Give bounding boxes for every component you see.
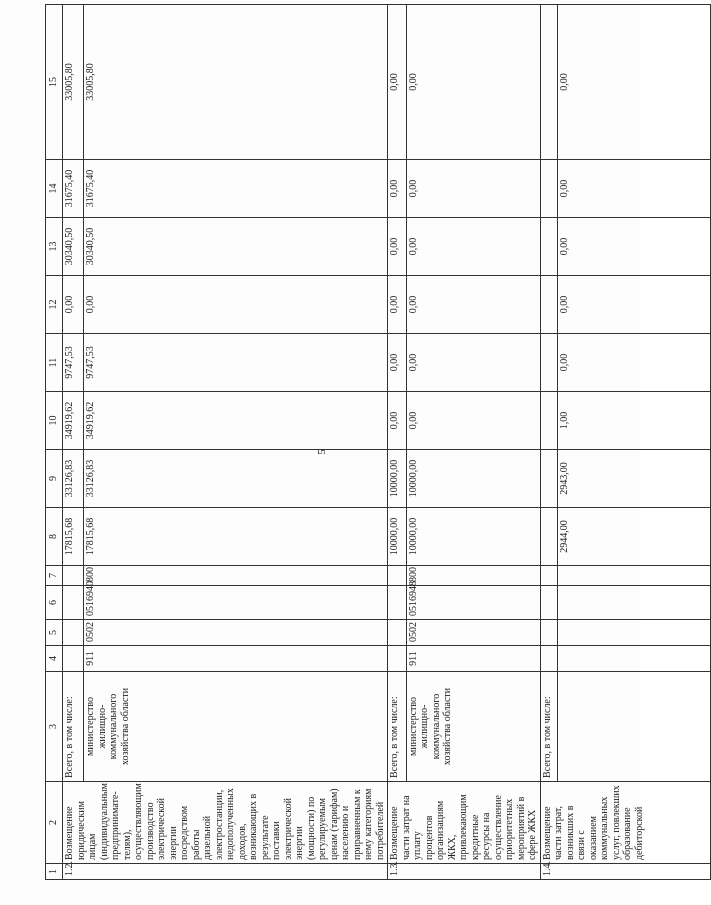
cell-value: 0,00: [63, 276, 84, 334]
header-cell: 8: [46, 508, 63, 566]
table-row: [557, 5, 710, 880]
cell-value: 33005,80: [84, 5, 388, 160]
row-number: 1.4.: [540, 864, 710, 880]
cell-value: 0,00: [557, 160, 710, 218]
ministry-label: министерство жилищно-коммунального хозяйства области: [84, 672, 388, 782]
cell-value: 0,00: [388, 5, 407, 160]
header-cell: 15: [46, 5, 63, 160]
cell-value: 30340,50: [84, 218, 388, 276]
table-row: [540, 5, 557, 880]
cell-value: [388, 620, 407, 646]
cell-value: [540, 586, 557, 620]
cell-value: 0,00: [406, 334, 540, 392]
cell-value: [63, 566, 84, 586]
header-cell: 2: [46, 782, 63, 864]
cell-value: 0,00: [557, 5, 710, 160]
cell-value: [540, 620, 557, 646]
cell-value: 31675,40: [63, 160, 84, 218]
cell-value: [388, 566, 407, 586]
cell-value: 0,00: [406, 5, 540, 160]
cell-value: 0,00: [406, 160, 540, 218]
budget-table: [45, 4, 711, 880]
cell-value: 0,00: [406, 392, 540, 450]
cell-value: [540, 566, 557, 586]
cell-value: 0,00: [388, 392, 407, 450]
cell-value: 0502: [84, 620, 388, 646]
cell-value: 10000,00: [388, 508, 407, 566]
cell-value: 0,00: [406, 218, 540, 276]
cell-value: [388, 646, 407, 672]
cell-value: [557, 620, 710, 646]
cell-value: 30340,50: [63, 218, 84, 276]
rotated-table-wrapper: [45, 5, 645, 880]
header-cell: 4: [46, 646, 63, 672]
cell-value: 10000,00: [406, 450, 540, 508]
cell-value: [63, 646, 84, 672]
cell-value: 0516948: [406, 586, 540, 620]
cell-value: [540, 334, 557, 392]
table-row: [406, 5, 540, 880]
header-cell: 6: [46, 586, 63, 620]
cell-value: 10000,00: [406, 508, 540, 566]
cell-value: [540, 276, 557, 334]
row-description: Возмещение юридическим лицам (индивидуальным предприниматe-телям), осуществляющим производство электрической энергии посредством работы дизельной электростанции, недополученных доходов, возникающих в результате поставки электрической энергии (мощности) по регулируемым ценам (тарифам) населению и приравненным к нему категориям потребителей: [63, 782, 388, 864]
cell-value: [540, 5, 557, 160]
header-cell: 12: [46, 276, 63, 334]
ministry-label: [557, 672, 710, 782]
table-row: [84, 5, 388, 880]
cell-value: 1,00: [557, 392, 710, 450]
cell-value: 0,00: [557, 276, 710, 334]
ministry-label: министерство жилищно-коммунального хозяйства области: [406, 672, 540, 782]
header-cell: 11: [46, 334, 63, 392]
header-cell: 13: [46, 218, 63, 276]
cell-value: 10000,00: [388, 450, 407, 508]
row-number: 1.3.: [388, 864, 541, 880]
cell-value: [557, 646, 710, 672]
cell-value: [540, 160, 557, 218]
page-number: 5: [315, 449, 328, 455]
cell-value: [540, 508, 557, 566]
cell-value: 0502: [406, 620, 540, 646]
cell-value: 33005,80: [63, 5, 84, 160]
cell-value: 0,00: [388, 276, 407, 334]
cell-value: [557, 566, 710, 586]
cell-value: 17815,68: [63, 508, 84, 566]
cell-value: [388, 586, 407, 620]
cell-value: 0,00: [388, 160, 407, 218]
total-label: Всего, в том числе:: [540, 672, 557, 782]
cell-value: 0,00: [557, 218, 710, 276]
cell-value: [63, 586, 84, 620]
header-cell: 3: [46, 672, 63, 782]
cell-value: 0,00: [406, 276, 540, 334]
cell-value: 2944,00: [557, 508, 710, 566]
cell-value: 911: [84, 646, 388, 672]
cell-value: [540, 218, 557, 276]
total-label: Всего, в том числе:: [63, 672, 84, 782]
row-description: Возмещение части затрат, возникших в связи с оказанием коммунальных услуг, повлекших образование дебиторской: [540, 782, 710, 864]
header-cell: 14: [46, 160, 63, 218]
cell-value: [557, 586, 710, 620]
cell-value: [540, 450, 557, 508]
cell-value: [540, 392, 557, 450]
cell-value: [63, 620, 84, 646]
row-description: Возмещение части затрат на уплату процентов организациям ЖКХ, привлекающим кредитные ресурсы на осуществление приоритетных мероприятий в сфере ЖКХ: [388, 782, 541, 864]
cell-value: 9747,53: [84, 334, 388, 392]
cell-value: 17815,68: [84, 508, 388, 566]
cell-value: 31675,40: [84, 160, 388, 218]
header-cell: 7: [46, 566, 63, 586]
cell-value: 9747,53: [63, 334, 84, 392]
header-cell: 10: [46, 392, 63, 450]
cell-value: 911: [406, 646, 540, 672]
cell-value: 0516940: [84, 586, 388, 620]
header-cell: 1: [46, 864, 63, 880]
cell-value: 0,00: [388, 334, 407, 392]
cell-value: 800: [84, 566, 388, 586]
cell-value: 800: [406, 566, 540, 586]
cell-value: 33126,83: [84, 450, 388, 508]
header-cell: 9: [46, 450, 63, 508]
table-row: [63, 5, 84, 880]
table-row: [388, 5, 407, 880]
cell-value: 0,00: [84, 276, 388, 334]
cell-value: 2943,00: [557, 450, 710, 508]
cell-value: 33126,83: [63, 450, 84, 508]
header-row: [46, 5, 63, 880]
cell-value: 0,00: [388, 218, 407, 276]
header-cell: 5: [46, 620, 63, 646]
cell-value: 0,00: [557, 334, 710, 392]
cell-value: 34919,62: [63, 392, 84, 450]
cell-value: 34919,62: [84, 392, 388, 450]
cell-value: [540, 646, 557, 672]
total-label: Всего, в том числе:: [388, 672, 407, 782]
row-number: 1.2.: [63, 864, 388, 880]
